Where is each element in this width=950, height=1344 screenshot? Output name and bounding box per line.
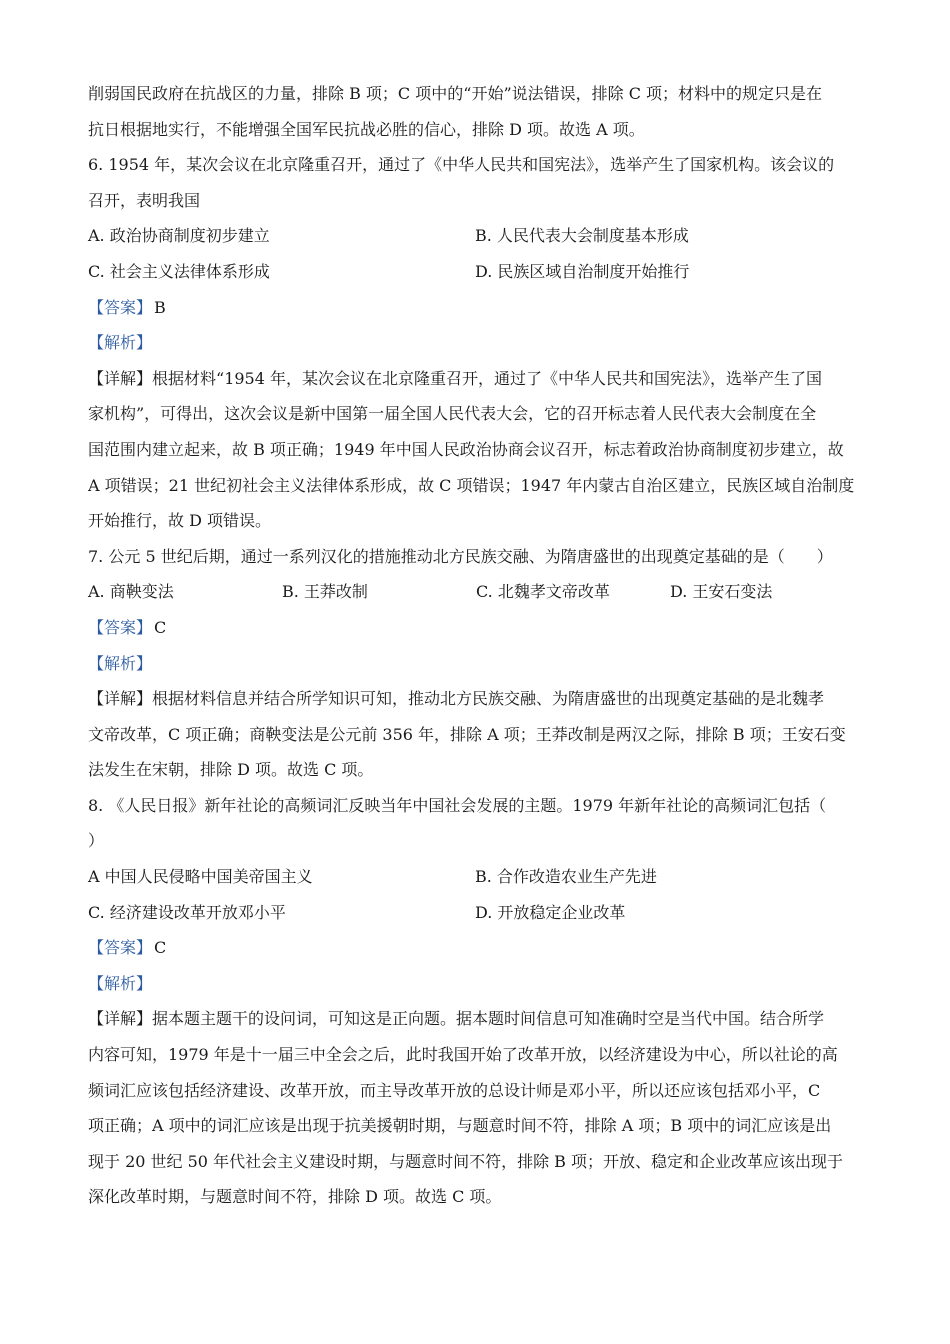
answer-label: 【答案】 (88, 938, 153, 958)
text-line: 抗日根据地实行，不能增强全国军民抗战必胜的信心，排除 D 项。故选 A 项。 (88, 119, 645, 139)
text-line: 项正确；A 项中的词汇应该是出现于抗美援朝时期，与题意时间不符，排除 A 项；B 项中的词汇应该是出 (88, 1116, 832, 1136)
detail-label: 【详解】 (88, 368, 153, 388)
options-row (88, 254, 868, 290)
detail-paragraph (88, 1001, 868, 1215)
question-text: 8. 《人民日报》新年社论的高频词汇反映当年中国社会发展的主题。1979 年新年社论的高频词汇包括（ (88, 795, 827, 815)
option-c: C. 经济建设改革开放邓小平 (88, 902, 286, 922)
option-a: A 中国人民侵略中国美帝国主义 (88, 867, 313, 887)
option-d: D. 民族区域自治制度开始推行 (475, 261, 690, 281)
detail-label: 【详解】 (88, 689, 153, 709)
option-a: A. 政治协商制度初步建立 (88, 226, 270, 246)
answer-value: C (154, 938, 167, 958)
option-b: B. 人民代表大会制度基本形成 (475, 226, 689, 246)
answer-label: 【答案】 (88, 297, 153, 317)
text-line: 内容可知，1979 年是十一届三中全会之后，此时我国开始了改革开放，以经济建设为中心，所以社论的高 (88, 1045, 838, 1065)
question-text: ） (88, 831, 105, 851)
text-line: A 项错误；21 世纪初社会主义法律体系形成，故 C 项错误；1947 年内蒙古自治区建立，民族区域自治制度 (88, 475, 855, 495)
intro-paragraph (88, 76, 868, 147)
analysis-label: 【解析】 (88, 653, 153, 673)
question-text: 召开，表明我国 (88, 190, 201, 210)
analysis-line (88, 646, 868, 682)
option-b: B. 王莽改制 (282, 582, 368, 602)
options-row (88, 574, 868, 610)
options-row (88, 859, 868, 895)
text-line: 据本题主题干的设问词，可知这是正向题。据本题时间信息可知准确时空是当代中国。结合所学 (152, 1009, 825, 1029)
option-d: D. 王安石变法 (670, 582, 773, 602)
answer-label: 【答案】 (88, 617, 153, 637)
text-line: 文帝改革，C 项正确；商鞅变法是公元前 356 年，排除 A 项；王莽改制是两汉之际，排除 B 项；王安石变 (88, 724, 846, 744)
answer-value: C (154, 617, 167, 637)
detail-label: 【详解】 (88, 1009, 153, 1029)
document-page (88, 76, 868, 1215)
analysis-label: 【解析】 (88, 333, 153, 353)
detail-paragraph (88, 681, 868, 788)
text-line: 国范围内建立起来，故 B 项正确；1949 年中国人民政治协商会议召开，标志着政治协商制度初步建立，故 (88, 439, 844, 459)
question-8 (88, 788, 868, 859)
answer-value: B (154, 297, 166, 317)
text-line: 开始推行，故 D 项错误。 (88, 511, 272, 531)
options-row (88, 895, 868, 931)
option-b: B. 合作改造农业生产先进 (475, 867, 657, 887)
text-line: 根据材料信息并结合所学知识可知，推动北方民族交融、为隋唐盛世的出现奠定基础的是北魏孝 (152, 689, 825, 709)
detail-paragraph (88, 361, 868, 539)
question-text: 6. 1954 年，某次会议在北京隆重召开，通过了《中华人民共和国宪法》，选举产生了国家机构。该会议的 (88, 155, 835, 175)
text-line: 削弱国民政府在抗战区的力量，排除 B 项；C 项中的“开始”说法错误，排除 C 项；材料中的规定只是在 (88, 84, 823, 103)
text-line: 法发生在宋朝，排除 D 项。故选 C 项。 (88, 760, 374, 780)
answer-line (88, 290, 868, 326)
question-7 (88, 539, 868, 575)
answer-line (88, 930, 868, 966)
option-c: C. 北魏孝文帝改革 (476, 582, 610, 602)
analysis-line (88, 966, 868, 1002)
text-line: 根据材料“1954 年，某次会议在北京隆重召开，通过了《中华人民共和国宪法》，选举产生了国 (152, 368, 823, 388)
analysis-label: 【解析】 (88, 973, 153, 993)
question-text: 7. 公元 5 世纪后期，通过一系列汉化的措施推动北方民族交融、为隋唐盛世的出现奠定基础的是（ ） (88, 546, 833, 566)
option-d: D. 开放稳定企业改革 (475, 902, 626, 922)
analysis-line (88, 325, 868, 361)
option-c: C. 社会主义法律体系形成 (88, 261, 270, 281)
options-row (88, 218, 868, 254)
text-line: 频词汇应该包括经济建设、改革开放，而主导改革开放的总设计师是邓小平，所以还应该包括邓小平，C (88, 1080, 821, 1100)
question-6 (88, 147, 868, 218)
text-line: 家机构”，可得出，这次会议是新中国第一届全国人民代表大会，它的召开标志着人民代表大会制度在全 (88, 404, 817, 424)
text-line: 深化改革时期，与题意时间不符，排除 D 项。故选 C 项。 (88, 1187, 502, 1207)
text-line: 现于 20 世纪 50 年代社会主义建设时期，与题意时间不符，排除 B 项；开放、稳定和企业改革应该出现于 (88, 1151, 843, 1171)
option-a: A. 商鞅变法 (88, 582, 174, 602)
answer-line (88, 610, 868, 646)
